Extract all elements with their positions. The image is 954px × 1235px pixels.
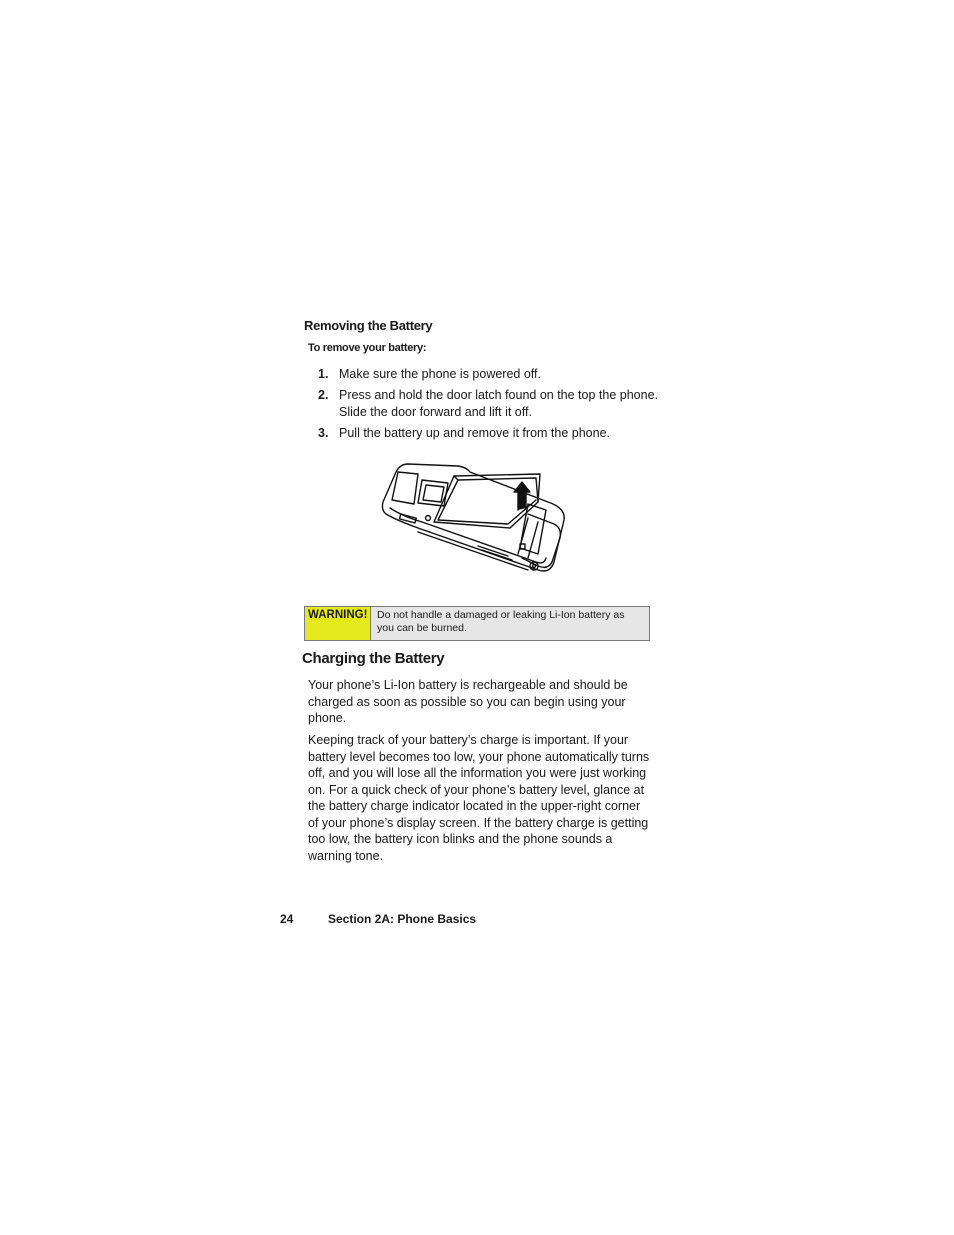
paragraph: Your phone’s Li-Ion battery is rechargeable and should be charged as soon as possible so you can begin using your phone.	[308, 678, 628, 725]
warning-label: WARNING!	[305, 607, 371, 640]
section-heading-removing-battery: Removing the Battery	[304, 318, 433, 333]
warning-box	[304, 606, 650, 641]
battery-removal-illustration	[378, 458, 574, 578]
section-heading-charging-battery: Charging the Battery	[302, 650, 445, 667]
step-item	[318, 425, 658, 442]
step-text: Pull the battery up and remove it from the phone.	[339, 425, 610, 440]
procedure-intro: To remove your battery:	[308, 342, 427, 354]
step-number: 1.	[318, 367, 329, 381]
step-item	[318, 366, 658, 383]
step-item	[318, 387, 658, 420]
section-title: Section 2A: Phone Basics	[328, 912, 477, 926]
step-number: 2.	[318, 388, 329, 402]
step-number: 3.	[318, 425, 329, 440]
page-number: 24	[280, 912, 294, 926]
warning-message: Do not handle a damaged or leaking Li-Ion battery as you can be burned.	[377, 609, 625, 634]
steps-list	[318, 366, 658, 446]
step-text: Press and hold the door latch found on the top the phone. Slide the door forward and lift it off.	[339, 388, 658, 419]
paragraph: Keeping track of your battery’s charge is important. If your battery level becomes too low, your phone automatically turns off, and you will lose all the information you were just working on. For a quick check of your phone’s battery level, glance at the battery charge indicator located in the upper-right corner of your phone’s display screen. If the battery charge is getting too low, the battery icon blinks and the phone sounds a warning tone.	[308, 733, 650, 863]
step-text: Make sure the phone is powered off.	[339, 367, 541, 381]
